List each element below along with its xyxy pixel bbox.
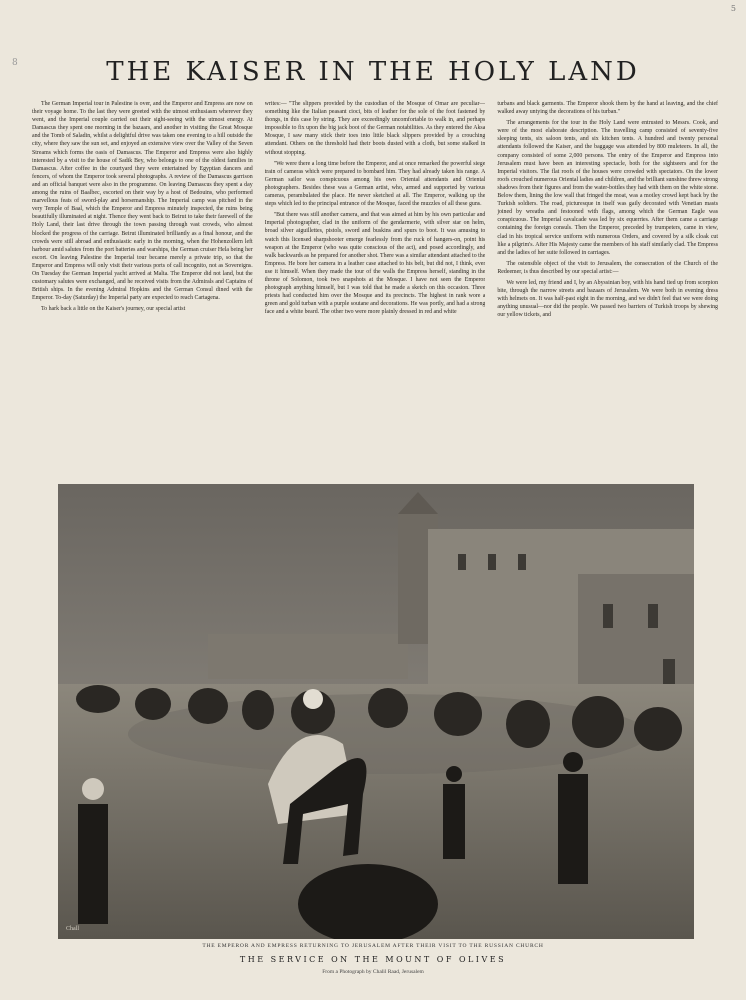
paragraph: The German Imperial tour in Palestine is over, and the Emperor and Empress are now on their voyage home. To the last they were greeted with the utmost enthusiasm wherever they went, and the Imperial couple carried out their sight-seeing with the utmost energy. At Damascus they spent one morning in the bazaars, and another in visiting the Great Mosque and the Tomb of Saladin, whilst a delightful drive was taken one evening to a hill outside the city, where they saw the sun set, and enjoyed an extensive view over the Valley of the Seven Streams which forms the oasis of Damascus. The Emperor and Empress were also highly interested by a visit to the house of Sadik Bey, who belongs to one of the oldest families in Damascus. After coffee in the courtyard they were entertained by Egyptian dancers and fencers, of whom the Emperor took several photographs. A review of the Damascus garrison and an official banquet were also in the programme. On leaving Damascus they spent a day among the ruins of Baalbec, escorted on their way by a host of Bedouins, who performed marvellous feats of sword-play and horsemanship. The Imperial camp was pitched in the very Temple of Baal, which the Emperor and Empress minutely inspected, the ruins being beautifully illuminated at night. Thence they went back to Beirut to take their farewell of the Holy Land, their last drive through the town passing through vast crowds, who almost blocked the progress of the carriage. Beirut illuminated brilliantly as a final honour, and the crowds were still abroad and enthusiastic early in the morning, when the Hohenzollern left harbour amid salutes from the port batteries and warships, the German cruiser Hela being her escort. On leaving Palestine the Imperial tour became merely a private trip, so that the Emperor and Empress will only visit their various ports of call incognito, not as Sovereigns. On Tuesday the German Imperial yacht arrived at Malta. The Emperor did not land, but the customary salutes were exchanged, and he received visits from the Admirals and Captains of British ships. In the evening Admiral Hopkins and the German Consul dined with the Emperor. To-day (Saturday) the Imperial party are expected to reach Cartagena. [32, 101, 253, 302]
paragraph: The arrangements for the tour in the Holy Land were entrusted to Messrs. Cook, and were of the most elaborate description. The travelling camp consisted of seventy-five sleeping tents, six saloon tents, and six kitchen tents. A hundred and twenty personal attendants followed the Kaiser, and the baggage was attended by 800 muleteers. In all, the company consisted of some 2,000 persons. The entry of the Emperor and Empress into Jerusalem must have been an interesting spectacle, both for the sightseers and for the Imperial visitors. The flat roofs of the houses were crowded with spectators. On the lower roofs crouched numerous Oriental ladies and children, and the brilliant sunshine threw strong shadows from their figures and from the water-bottles they had with them on the white stone. Below them, lining the low wall that fringed the moat, was a motley crowd kept back by the Turkish soldiers. The road, picturesque in itself was gaily decorated with Venetian masts joined by wreaths and festooned with flags, among which the German Eagle was conspicuous. The Imperial cavalcade was led by six equerries. After them came a carriage containing the foreign consuls. Then the Emperor, preceded by trumpeters, came in view, clad in his tropical service uniform with numerous Orders, and covered by a silk cloak cut like a pilgrim's. After His Majesty came the members of his staff similarly clad. The Empress and the ladies of her suite followed in carriages. [497, 120, 718, 256]
paragraph: We were led, my friend and I, by an Abyssinian boy, with his hand tied up from scorpion bite, through the narrow streets and bazaars of Jerusalem. We were both in evening dress with helmets on. It was half-past eight in the morning, and we didn't feel that we were doing anything unusual—nor did the people. We passed two barriers of Turkish troops by shewing our yellow tickets, and [497, 279, 718, 319]
margin-mark: 8 [12, 58, 18, 68]
photo-caption-credit: From a Photograph by Chalil Raad, Jerusalem [322, 969, 424, 975]
photo-signature: Chall [66, 926, 79, 932]
paragraph: turbans and black garments. The Emperor shook them by the hand at leaving, and the chief walked away untying the decorations of his turban." [497, 101, 718, 116]
photo-caption-title: THE SERVICE ON THE MOUNT OF OLIVES [239, 955, 507, 964]
photograph [58, 484, 694, 939]
paragraph: "But there was still another camera, and that was aimed at him by his own particular and Imperial photographer, clad in the uniform of the gendarmerie, with silver star on helm, broad silver aiguillettes, pistols, sword and buskins and spurs to boot. It was amusing to watch this licensed sharpshooter emerge fearlessly from the ruck of hangers-on, point his weapon at the Emperor (who was quite conscious of the act), and posed accordingly, and walk backwards as he prepared for another shot. There was a similar attendant attached to the Empress. He bore her camera in a leather case attached to his belt, but did not, I think, ever use it himself. When they made the tour of the walls the Empress herself, standing in the throne of Solomon, took two snapshots at the Mosque. I have not seen the Emperor photograph anything himself, but I was told that he made a sketch on this occasion. Three priests had conducted him over the Mosque and its precincts. The highest in rank wore a green and gold turban with a purple soutane and decorations. He was portly, and had a strong face and a white beard. The other two were more plainly dressed in red and white [264, 212, 486, 316]
article-title: THE KAISER IN THE HOLY LAND [106, 57, 640, 88]
paragraph: writes:— "The slippers provided by the custodian of the Mosque of Omar are peculiar—something like the Italian peasant cioci, bits of leather for the sole of the foot fastened by thongs, in this case by string. They are exceedingly uncomfortable to walk in, and perhaps impossible to fix upon the big jack boot of the German notabilities. As they entered the Aksa Mosque, I saw many stick their toes into little black slippers provided by a crouching attendant. Others on the threshold had their boots dusted with a cloth, but some stalked in without stopping. [264, 101, 486, 156]
column-1 [32, 100, 253, 468]
paragraph: "We were there a long time before the Emperor, and at once remarked the powerful siege train of cameras which were prepared to bombard him. They had already taken his range. A German sailor was conspicuous among his own Oriental attendants and Oriental photographers. Besides these was a German artist, who, armed and supported by various cameras, perambulated the place. He never sketched at all. The Emperor, walking up the steps which led to the principal entrance of the Mosque, faced the muzzles of all these guns. [264, 160, 486, 208]
paragraph: To hark back a little on the Kaiser's journey, our special artist [41, 306, 186, 313]
column-3 [497, 100, 718, 468]
column-2 [265, 100, 486, 468]
paragraph: The ostensible object of the visit to Jerusalem, the consecration of the Church of the Redeemer, is thus described by our special artist:— [497, 260, 718, 275]
article-body [32, 100, 718, 468]
photograph-illustration [58, 484, 694, 939]
photo-caption-small: THE EMPEROR AND EMPRESS RETURNING TO JERUSALEM AFTER THEIR VISIT TO THE RUSSIAN CHURCH [202, 943, 544, 949]
page-number: 5 [730, 4, 736, 13]
